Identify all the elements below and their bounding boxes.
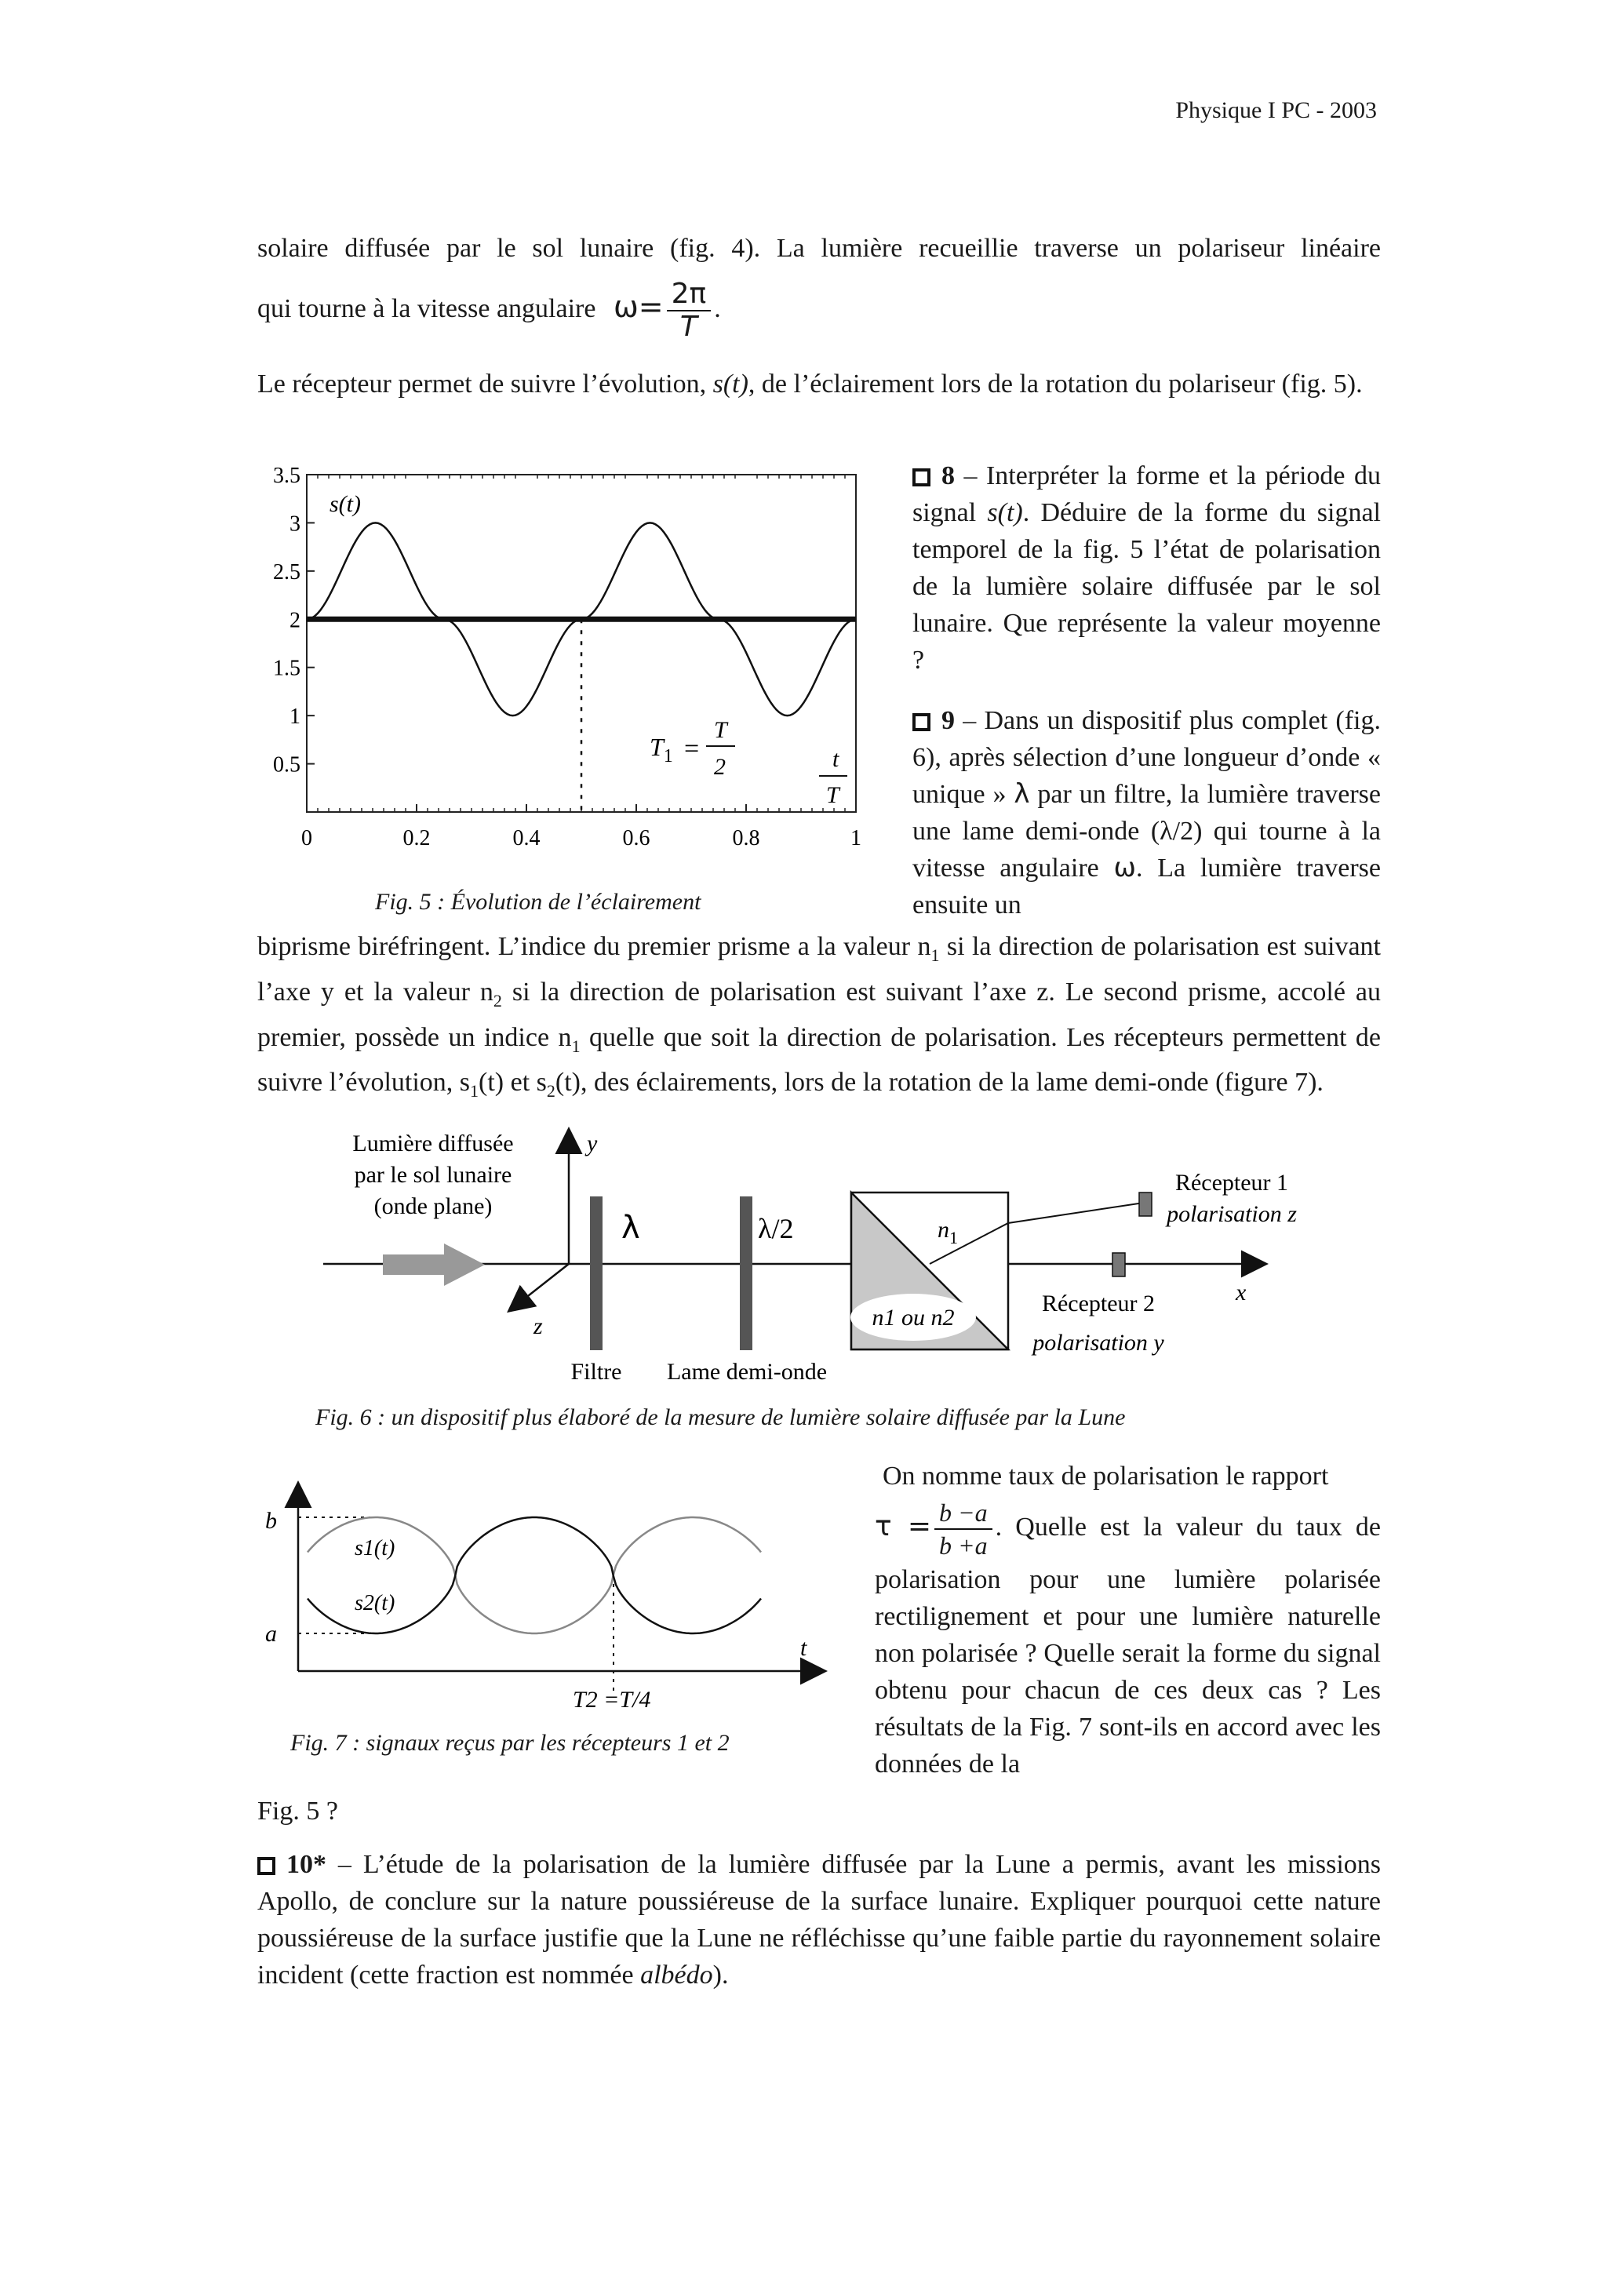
fig5-annot-T: T <box>826 782 839 808</box>
fig6-n-choice: n1 ou n2 <box>872 1305 955 1331</box>
q8-checkbox-icon <box>912 468 930 486</box>
q9-cont-b: si la direction de polarisation est suivant l’axe y et la valeur n <box>257 932 1381 1007</box>
fig6-filter-plate <box>590 1196 603 1350</box>
intro-velocity-text: qui tourne à la vitesse angulaire <box>257 293 596 323</box>
fig5-ytick-label: 1 <box>289 705 300 730</box>
fig5-annot-t: t <box>832 746 839 772</box>
question-8 <box>912 457 1381 679</box>
q9-cont-sub4: 1 <box>470 1081 479 1101</box>
omega-lhs: ω= <box>613 289 664 324</box>
q8-text-a: Interpréter la forme et la période du signal <box>912 461 1381 527</box>
fig6-caption: Fig. 6 : un dispositif plus élaboré de la mesure de lumière solaire diffusée par la Lune <box>315 1404 1126 1430</box>
tau-numerator: b −a <box>934 1497 992 1530</box>
fig5-annot-den: 2 <box>714 754 726 780</box>
fig6-source-line1: Lumière diffusée <box>352 1131 514 1156</box>
q10-number: 10* <box>286 1850 326 1879</box>
tau-fraction <box>934 1497 992 1561</box>
fig5-annot-T1: $T_1$ <box>650 733 673 766</box>
intro-line-2 <box>257 279 1381 343</box>
tau-paragraph <box>875 1497 1381 1782</box>
fig6-axis-y-label: y <box>587 1131 598 1156</box>
fig6-rec1-line2: polarisation z <box>1167 1201 1297 1227</box>
para2-st: s(t) <box>712 370 748 399</box>
omega-fraction <box>667 279 712 343</box>
tau-end: Fig. 5 ? <box>257 1797 338 1826</box>
fig5-annot-eq: = <box>684 734 700 763</box>
q10-dash: – <box>326 1850 363 1879</box>
fig6-halfwave-plate <box>740 1196 752 1350</box>
fig5-ytick-label: 3 <box>289 512 300 537</box>
fig5-xtick-label: 0.4 <box>512 826 541 850</box>
fig5-xtick-label: 0.6 <box>622 826 650 850</box>
fig5-ytick-label: 3.5 <box>273 464 300 488</box>
fig5-ytick-label: 0.5 <box>273 752 300 777</box>
fig5-xtick-label: 0.2 <box>402 826 431 850</box>
fig6-n1-label: $n_1$ <box>938 1217 958 1247</box>
question-9 <box>912 702 1381 923</box>
q8-text-b: . Déduire de la forme du signal temporel de la fig. 5 l’état de polarisation de la lumière solaire diffusée par le sol lunaire. Que représente la valeur moyenne ? <box>912 498 1381 675</box>
fig6-light-arrow-head <box>444 1243 485 1286</box>
omega-denominator: T <box>679 311 697 343</box>
fig7-s1-curve <box>308 1517 761 1633</box>
fig5-caption: Fig. 5 : Évolution de l’éclairement <box>375 889 701 915</box>
fig6-filter-symbol: λ <box>621 1210 640 1246</box>
fig6-axis-x-label: x <box>1236 1280 1247 1305</box>
fig5-xtick-label: 0 <box>301 826 312 850</box>
fig7-label-t: t <box>800 1635 807 1661</box>
q9-cont-sub1: 1 <box>930 945 940 965</box>
q10-checkbox-icon <box>257 1857 275 1875</box>
tau-denominator: b +a <box>938 1531 988 1560</box>
fig5-xtick-label: 1 <box>850 826 861 850</box>
fig7-label-s2: s2(t) <box>355 1591 395 1615</box>
q9-cont-sub3: 1 <box>571 1036 581 1056</box>
q9-text-c: . La lumière traverse ensuite un <box>912 854 1381 919</box>
q9-number: 9 <box>941 706 955 735</box>
fig5-xtick-label: 0.8 <box>732 826 760 850</box>
q9-omega: ω <box>1113 852 1136 883</box>
question-9-continued <box>257 928 1381 1109</box>
fig7-label-s1: s1(t) <box>355 1536 395 1560</box>
fig7-caption: Fig. 7 : signaux reçus par les récepteurs 1 et 2 <box>290 1730 730 1756</box>
page-header: Physique I PC - 2003 <box>1175 97 1377 123</box>
fig7-diagram <box>251 1467 847 1726</box>
q9-cont-d: quelle que soit la direction de polarisation. Les récepteurs permettent de suivre l’évolution, s <box>257 1022 1382 1098</box>
q9-cont-c: si la direction de polarisation est suivant l’axe z. Le second prisme, accolé au premier, possède un indice n <box>257 977 1381 1052</box>
fig5-annot-num: T <box>714 717 727 743</box>
omega-period: . <box>714 293 721 323</box>
q10-text-b: ). <box>712 1961 729 1990</box>
tau-text-b: . Quelle est la valeur du taux de polarisation pour une lumière polarisée rectilignement et pour une lumière naturelle non polarisée ? Quelle serait la forme du signal obtenu pour chacun de ces deux cas ? Les résultats de la Fig. 7 sont-ils en accord avec les données de la <box>875 1512 1381 1779</box>
fig6-source-line3: (onde plane) <box>373 1193 493 1219</box>
fig6-rec1-line1: Récepteur 1 <box>1174 1170 1289 1196</box>
fig6-source-line2: par le sol lunaire <box>354 1162 512 1188</box>
fig7-label-a: a <box>265 1621 277 1647</box>
q9-cont-sub5: 2 <box>546 1081 555 1101</box>
q8-dash: – <box>955 461 986 490</box>
fig6-plate-symbol: λ/2 <box>758 1213 794 1244</box>
fig7-s2-curve <box>308 1517 761 1633</box>
intro-line-1: solaire diffusée par le sol lunaire (fig. 4). La lumière recueillie traverse un polariseur linéaire <box>257 234 1381 263</box>
fig5-ylabel: s(t) <box>330 491 361 517</box>
q10-text-a: L’étude de la polarisation de la lumière diffusée par la Lune a permis, avant les missions Apollo, de conclure sur la nature poussiéreuse de la surface lunaire. Expliquer pourquoi cette nature poussiéreuse de la surface justifie que la Lune ne réfléchisse qu’une faible partie du rayonnement solaire incident (cette fraction est nommée <box>257 1850 1381 1990</box>
fig6-label-filter: Filtre <box>570 1359 622 1385</box>
fig7-label-b: b <box>265 1508 277 1534</box>
q9-lambda: λ <box>1014 778 1030 810</box>
fig6-axis-z-label: z <box>533 1313 543 1339</box>
fig7-label-T2: T2 =T/4 <box>573 1687 651 1713</box>
q9-cont-e: (t) et s <box>479 1068 547 1098</box>
q9-cont-f: (t), des éclairements, lors de la rotation de la lame demi-onde (figure 7). <box>555 1068 1324 1098</box>
para2-start: Le récepteur permet de suivre l’évolution, <box>257 370 713 399</box>
fig6-light-arrow-shaft <box>383 1254 444 1275</box>
q9-checkbox-icon <box>912 713 930 731</box>
fig5-chart <box>251 459 894 867</box>
q9-text-a: Dans un dispositif plus complet (fig. 6), après sélection d’une longueur d’onde « unique » <box>912 706 1381 809</box>
fig5-ytick-label: 2 <box>289 608 300 633</box>
fig6-receiver-2 <box>1112 1253 1125 1276</box>
para2-end: , de l’éclairement lors de la rotation du polariseur (fig. 5). <box>748 370 1363 399</box>
tau-title-line: On nomme taux de polarisation le rapport <box>883 1462 1329 1491</box>
fig6-label-plate: Lame demi-onde <box>666 1359 828 1385</box>
question-10 <box>257 1846 1381 1994</box>
fig6-rec2-line2: polarisation y <box>1032 1330 1164 1356</box>
fig6-diagram <box>314 1118 1349 1393</box>
q8-number: 8 <box>941 461 955 490</box>
tau-lhs: τ = <box>875 1509 931 1542</box>
intro-paragraph-2 <box>257 366 1381 402</box>
fig6-receiver-1 <box>1139 1193 1152 1216</box>
fig6-z-axis <box>510 1264 569 1310</box>
q9-text-b: par un filtre, la lumière traverse une lame demi-onde (λ/2) qui tourne à la vitesse angulaire <box>912 780 1381 883</box>
fig6-rec2-line1: Récepteur 2 <box>1041 1291 1156 1316</box>
q9-cont-a: biprisme biréfringent. L’indice du premier prisme a la valeur n <box>257 932 931 961</box>
fig5-ytick-label: 2.5 <box>273 559 300 584</box>
q9-dash: – <box>955 706 985 735</box>
omega-numerator: 2π <box>667 279 712 311</box>
fig5-ytick-label: 1.5 <box>273 656 300 681</box>
q9-cont-sub2: 2 <box>493 990 502 1010</box>
q10-albedo: albédo <box>640 1961 713 1990</box>
q8-signal: s(t) <box>987 498 1023 527</box>
